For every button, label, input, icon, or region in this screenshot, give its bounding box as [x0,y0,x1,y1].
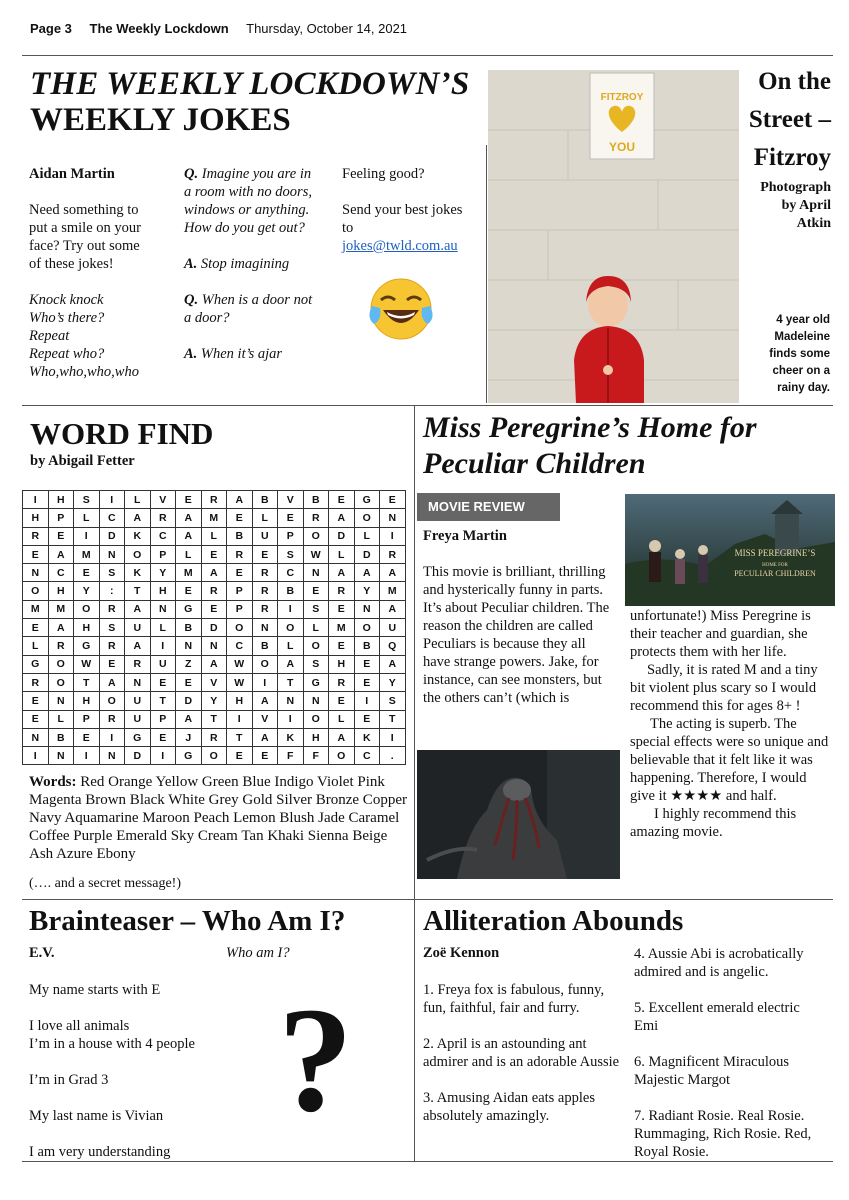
wordfind-row [23,491,406,509]
wordfind-cell: A [380,564,406,582]
wordfind-cell: B [252,637,278,655]
wordfind-cell: S [303,600,329,618]
wordfind-cell: E [23,619,49,637]
wordfind-cell: E [176,673,202,691]
wordfind-grid [22,490,406,765]
wordfind-cell: N [354,600,380,618]
wordfind-cell: E [150,673,176,691]
wordfind-cell: Y [380,673,406,691]
wordfind-cell: T [201,710,227,728]
wordfind-cell: N [201,637,227,655]
alliteration-item: 1. Freya fox is fabulous, funny, fun, faithful, fair and furry. [423,982,605,1016]
wordfind-cell: B [354,637,380,655]
wordfind-cell: L [303,619,329,637]
wordfind-cell: O [201,747,227,765]
wordfind-cell: E [278,509,304,527]
wordfind-cell: I [227,710,253,728]
wordfind-cell: D [329,527,355,545]
wordfind-cell: D [125,747,151,765]
wordfind-cell: J [176,728,202,746]
wordfind-cell: R [99,600,125,618]
wordfind-cell: H [150,582,176,600]
wordfind-cell: N [125,673,151,691]
wordfind-cell: O [278,619,304,637]
wordfind-cell: P [278,527,304,545]
wordfind-cell: A [48,619,74,637]
wordfind-cell: E [227,747,253,765]
wordfind-cell: C [150,527,176,545]
wordfind-cell: A [176,527,202,545]
jokes-author: Aidan Martin [29,166,115,182]
wordfind-cell: H [48,582,74,600]
wordfind-cell: L [48,710,74,728]
wordfind-cell: L [176,545,202,563]
alliteration-item: 7. Radiant Rosie. Real Rosie. Rummaging, Rich Rosie. Red, Royal Rosie. [634,1108,812,1160]
wordfind-cell: P [227,582,253,600]
wordfind-row [23,509,406,527]
wordfind-cell: R [201,728,227,746]
brainteaser-who: Who am I? [226,945,290,961]
wordfind-cell: K [125,564,151,582]
wordfind-cell: D [201,619,227,637]
wordfind-cell: B [227,527,253,545]
sign-bottom-text: YOU [608,140,636,154]
wordfind-cell: F [303,747,329,765]
wordfind-cell: L [278,637,304,655]
wordfind-cell: Y [74,582,100,600]
wordfind-cell: I [99,491,125,509]
wordfind-cell: N [380,509,406,527]
wordfind-cell: T [227,728,253,746]
wordfind-cell: N [23,728,49,746]
wordfind-cell: R [23,673,49,691]
wordfind-cell: L [354,527,380,545]
alliteration-column-1 [423,981,623,1125]
wordfind-cell: N [23,564,49,582]
wordfind-cell: R [125,655,151,673]
alliteration-title: Alliteration Abounds [423,905,684,937]
movie-poster-image [625,494,835,606]
wordfind-cell: E [150,728,176,746]
wordfind-cell: I [354,692,380,710]
wordfind-cell: B [48,728,74,746]
wordfind-cell: I [23,491,49,509]
wordfind-cell: N [303,564,329,582]
wordfind-cell: G [354,491,380,509]
wordfind-cell: O [354,619,380,637]
wordfind-cell: C [227,637,253,655]
wordfind-cell: A [354,564,380,582]
wordfind-cell: T [74,673,100,691]
wordfind-cell: E [354,673,380,691]
wordfind-secret: (…. and a secret message!) [29,876,181,891]
jokes-title: THE WEEKLY LOCKDOWN’S WEEKLY JOKES [30,66,470,138]
wordfind-cell: I [380,728,406,746]
wordfind-cell: E [23,545,49,563]
sign-top-text: FITZROY [600,92,644,103]
wordfind-cell: E [74,564,100,582]
wordfind-cell: A [125,509,151,527]
wordfind-cell: R [99,637,125,655]
wordfind-row [23,710,406,728]
wordfind-cell: U [252,527,278,545]
alliteration-item: 5. Excellent emerald electric Emi [634,1000,800,1034]
wordfind-cell: O [125,545,151,563]
wordfind-cell: R [227,545,253,563]
wordfind-cell: A [125,600,151,618]
wordfind-cell: A [278,655,304,673]
wordfind-cell: T [278,673,304,691]
wordfind-cell: D [99,527,125,545]
wordfind-cell: T [125,582,151,600]
alliteration-author: Zoë Kennon [423,945,500,961]
wordfind-cell: E [23,710,49,728]
wordfind-cell: R [252,582,278,600]
wordfind-cell: M [329,619,355,637]
wordfind-cell: N [176,637,202,655]
wordfind-cell: U [150,655,176,673]
wordfind-cell: U [125,619,151,637]
wordfind-cell: E [380,491,406,509]
alliteration-item: 3. Amusing Aidan eats apples absolutely amazingly. [423,1090,595,1124]
wordfind-cell: M [48,600,74,618]
wordfind-cell: R [201,582,227,600]
wordfind-cell: O [48,673,74,691]
wordfind-cell: E [329,692,355,710]
wordfind-cell: N [252,619,278,637]
wordfind-cell: P [150,710,176,728]
wordfind-cell: W [303,545,329,563]
wordfind-cell: N [48,692,74,710]
wordfind-row [23,619,406,637]
joke-2-question: Q. When is a door not [184,292,313,308]
wordfind-cell: E [303,582,329,600]
review-text-2: unfortunate!) Miss Peregrine is their teacher and guardian, she protects them with her life. Sadly, it is rated M and a tiny bit violent plus scary so I would recommend this for ages 8+ ! The acting is superb. The special effects were so unique and believable that it felt like it was happening. Therefore, I would give it ★★★★ and half. I highly recommend this amazing movie. [630,608,829,840]
wordfind-cell: G [176,747,202,765]
wordfind-cell: Q [380,637,406,655]
wordfind-cell: O [354,509,380,527]
wordfind-cell: F [278,747,304,765]
wordfind-cell: A [380,655,406,673]
wordfind-cell: G [303,673,329,691]
wordfind-cell: R [23,527,49,545]
wordfind-cell: A [252,728,278,746]
wordfind-cell: U [380,619,406,637]
wordfind-cell: M [74,545,100,563]
wordfind-cell: G [74,637,100,655]
wordfind-cell: S [99,619,125,637]
joke-2-answer: A. When it’s ajar [184,346,283,362]
wordfind-row [23,564,406,582]
section-rule-2 [22,899,833,900]
brainteaser-title: Brainteaser – Who Am I? [29,905,346,937]
laughing-tears-emoji-icon [368,276,434,342]
movie-review-badge: MOVIE REVIEW [417,493,560,521]
review-author: Freya Martin [423,528,507,544]
wordfind-cell: K [278,728,304,746]
wordfind-cell: O [99,692,125,710]
wordfind-cell: E [354,655,380,673]
wordfind-cell: M [176,564,202,582]
wordfind-cell: I [23,747,49,765]
wordfind-title: WORD FIND [30,416,214,451]
wordfind-cell: A [380,600,406,618]
wordfind-cell: L [201,527,227,545]
wordfind-cell: L [329,710,355,728]
wordfind-cell: M [380,582,406,600]
wordfind-cell: I [150,637,176,655]
wordfind-cell: N [99,545,125,563]
wordfind-cell: E [252,747,278,765]
wordfind-cell: A [99,673,125,691]
jokes-column-3: Feeling good? Send your best jokes to jokes@twld.com.au [342,166,463,254]
wordfind-cell: H [227,692,253,710]
wordfind-cell: G [23,655,49,673]
jokes-column-2: Q. Imagine you are in a room with no doors, windows or anything. How do you get out? A. Stop imagining Q. When is a door not a door? A. When it’s ajar [184,165,334,363]
header-rule [22,55,833,56]
wordfind-cell: A [201,655,227,673]
wordfind-cell: E [74,728,100,746]
photo-caption: 4 year old Madeleine finds some cheer on a rainy day. [769,314,830,394]
wordfind-cell: E [176,582,202,600]
wordfind-cell: G [176,600,202,618]
joke-1-answer: A. Stop imagining [184,256,290,272]
wordfind-cell: W [227,655,253,673]
wordfind-row [23,600,406,618]
section-rule-3 [22,1161,833,1162]
wordfind-cell: N [278,692,304,710]
jokes-column-1: Aidan Martin Need something to put a smile on your face? Try out some of these jokes! Knock knock Who’s there? Repeat Repeat who? Who,who,who,who [29,165,179,381]
wordfind-cell: C [354,747,380,765]
wordfind-cell: T [150,692,176,710]
wordfind-row [23,747,406,765]
wordfind-cell: : [99,582,125,600]
wordfind-cell: E [48,527,74,545]
section-rule-1 [22,405,833,406]
wordfind-cell: M [201,509,227,527]
wordfind-cell: E [176,491,202,509]
wordfind-cell: R [252,564,278,582]
wordfind-cell: I [74,527,100,545]
wordfind-row [23,655,406,673]
wordfind-cell: E [329,491,355,509]
wordfind-cell: S [99,564,125,582]
wordfind-cell: A [176,509,202,527]
wordfind-cell: D [176,692,202,710]
wordfind-cell: B [176,619,202,637]
wordfind-cell: C [48,564,74,582]
wordfind-cell: B [303,491,329,509]
wordfind-cell: P [74,710,100,728]
photo-credit: Photograph by April Atkin [760,180,831,231]
wordfind-cell: V [201,673,227,691]
wordfind-row [23,637,406,655]
wordfind-cell: S [278,545,304,563]
wordfind-cell: N [99,747,125,765]
wordfind-cell: B [278,582,304,600]
wordfind-cell: R [252,600,278,618]
wordfind-cell: R [48,637,74,655]
wordfind-cell: E [201,600,227,618]
wordfind-cell: L [125,491,151,509]
wordfind-cell: O [23,582,49,600]
wordfind-cell: N [303,692,329,710]
paper-name: The Weekly Lockdown [89,21,229,36]
wordfind-cell: O [227,619,253,637]
wordfind-cell: O [303,710,329,728]
wordfind-cell: E [23,692,49,710]
wordfind-cell: A [329,728,355,746]
review-text-1: This movie is brilliant, thrilling and hysterically funny in parts. It’s about Peculiar children. The reason the children are called Peculiars is because they all have strange powers. Jake, for instance, can see monsters, but the others can’t (which is [423,564,610,706]
alliteration-item: 6. Magnificent Miraculous Majestic Margot [634,1054,790,1088]
wordfind-cell: N [48,747,74,765]
wordfind-cell: P [48,509,74,527]
wordfind-cell: A [48,545,74,563]
wordfind-cell: U [125,710,151,728]
wordfind-cell: M [23,600,49,618]
wordfind-cell: H [303,728,329,746]
wordfind-cell: E [354,710,380,728]
wordfind-cell: I [278,600,304,618]
wordfind-cell: Y [354,582,380,600]
wordfind-cell: I [150,747,176,765]
wordfind-cell: I [99,728,125,746]
wordfind-cell: R [150,509,176,527]
wordfind-cell: R [329,673,355,691]
wordfind-cell: U [125,692,151,710]
wordfind-cell: P [227,600,253,618]
wordfind-cell: R [380,545,406,563]
wordfind-cell: O [252,655,278,673]
wordfind-cell: G [125,728,151,746]
review-title: Miss Peregrine’s Home for Peculiar Children [423,411,757,480]
wordfind-cell: Y [201,692,227,710]
wordfind-row [23,692,406,710]
alliteration-column-2 [634,945,824,1161]
jokes-email-link[interactable]: jokes@twld.com.au [342,238,458,254]
wordfind-row [23,728,406,746]
wordfind-cell: R [99,710,125,728]
wordfind-row [23,673,406,691]
wordfind-cell: R [303,509,329,527]
wordfind-cell: H [23,509,49,527]
wordfind-row [23,545,406,563]
wordfind-cell: V [150,491,176,509]
alliteration-item: 2. April is an astounding ant admirer and is an adorable Aussie [423,1036,620,1070]
wordfind-cell: A [227,491,253,509]
wordfind-cell: O [329,747,355,765]
joke-1-question: Q. Imagine you are in [184,166,312,182]
wordfind-cell: A [329,564,355,582]
wordfind-cell: L [329,545,355,563]
wordfind-cell: H [74,692,100,710]
wordfind-cell: N [150,600,176,618]
wordfind-cell: L [252,509,278,527]
wordfind-cell: E [329,637,355,655]
wordfind-cell: W [227,673,253,691]
wordfind-cell: C [99,509,125,527]
wordfind-cell: T [380,710,406,728]
poster-title-1: MISS PEREGRINE’S [734,548,816,558]
wordfind-cell: H [329,655,355,673]
issue-date: Thursday, October 14, 2021 [246,21,408,36]
wordfind-cell: D [354,545,380,563]
brainteaser-author: E.V. [29,945,55,961]
wordfind-cell: E [227,564,253,582]
wordfind-cell: . [380,747,406,765]
wordfind-byline: by Abigail Fetter [30,453,135,469]
wordfind-cell: E [99,655,125,673]
center-divider [414,405,415,1161]
wordfind-cell: S [74,491,100,509]
wordfind-cell: P [150,545,176,563]
page-number: Page 3 [30,21,72,36]
wordfind-cell: S [303,655,329,673]
wordfind-cell: R [329,582,355,600]
wordfind-row [23,527,406,545]
wordfind-cell: O [303,637,329,655]
wordfind-words: Words: Red Orange Yellow Green Blue Indigo Violet Pink Magenta Brown Black White Grey Gold Silver Bronze Copper Navy Aquamarine Maroon Peach Lemon Blush Jade Caramel Coffee Purple Emerald Sky Cream Tan Khaki Sienna Beige Ash Azure Ebony [29,774,407,862]
wordfind-cell: E [252,545,278,563]
wordfind-cell: I [74,747,100,765]
wordfind-cell: Z [176,655,202,673]
wordfind-cell: A [125,637,151,655]
wordfind-cell: A [201,564,227,582]
wordfind-cell: V [252,710,278,728]
movie-still-image [417,750,620,879]
wordfind-cell: O [74,600,100,618]
poster-title-2: HOME FOR [762,563,788,568]
wordfind-cell: I [252,673,278,691]
street-title: On the Street – Fitzroy [748,68,831,171]
wordfind-cell: H [48,491,74,509]
wordfind-cell: E [329,600,355,618]
wordfind-row [23,582,406,600]
wordfind-cell: C [278,564,304,582]
wordfind-cell: K [354,728,380,746]
wordfind-cell: O [48,655,74,673]
brainteaser-clues: My name starts with E I love all animals I’m in a house with 4 people I’m in Grad 3 My last name is Vivian I am very understanding [29,982,195,1160]
wordfind-cell: I [380,527,406,545]
wordfind-cell: I [278,710,304,728]
street-photo [488,70,739,403]
wordfind-cell: W [74,655,100,673]
wordfind-cell: E [227,509,253,527]
wordfind-cell: A [329,509,355,527]
alliteration-item: 4. Aussie Abi is acrobatically admired and is angelic. [634,946,804,980]
wordfind-cell: Y [150,564,176,582]
wordfind-cell: E [201,545,227,563]
page-header [30,21,421,36]
wordfind-cell: K [125,527,151,545]
wordfind-cell: L [150,619,176,637]
wordfind-cell: V [278,491,304,509]
wordfind-cell: B [252,491,278,509]
wordfind-cell: A [252,692,278,710]
wordfind-cell: R [201,491,227,509]
wordfind-cell: H [74,619,100,637]
poster-title-3: PECULIAR CHILDREN [734,569,816,578]
wordfind-cell: L [74,509,100,527]
wordfind-cell: L [23,637,49,655]
wordfind-cell: A [176,710,202,728]
question-mark-icon: ? [278,977,353,1143]
wordfind-cell: O [303,527,329,545]
photo-divider [486,145,487,403]
wordfind-cell: S [380,692,406,710]
